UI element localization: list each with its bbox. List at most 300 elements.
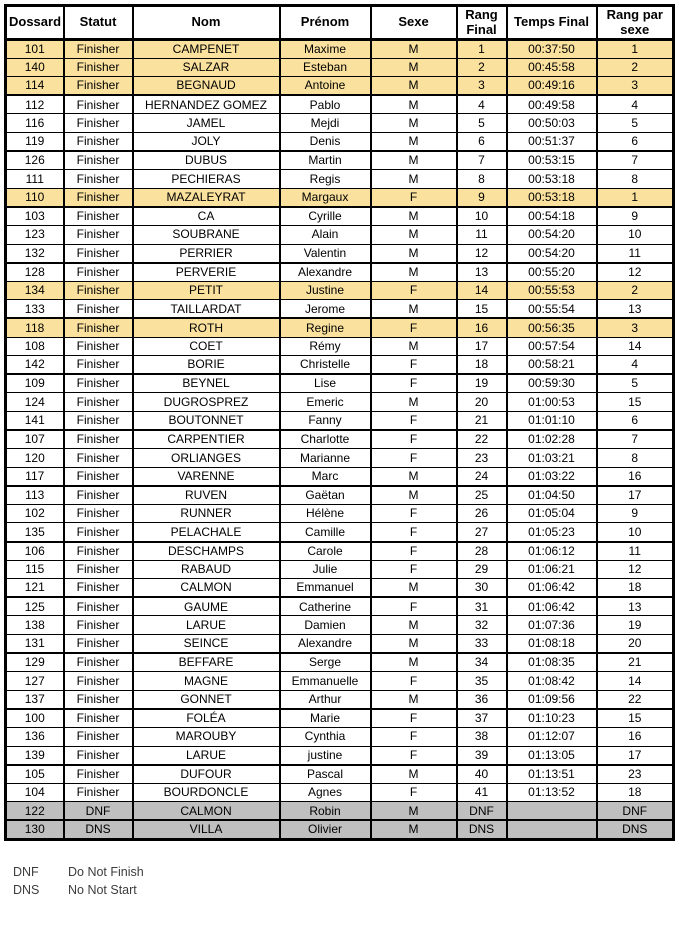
cell-temps_final: 01:08:35	[507, 653, 597, 672]
cell-temps_final: 01:12:07	[507, 727, 597, 746]
cell-prenom: Justine	[280, 281, 371, 300]
cell-dossard: 123	[6, 225, 64, 244]
cell-prenom: Mejdi	[280, 114, 371, 133]
cell-sexe: F	[371, 542, 457, 561]
cell-sexe: M	[371, 393, 457, 412]
cell-statut: Finisher	[64, 467, 133, 486]
column-header-prenom: Prénom	[280, 6, 371, 40]
cell-dossard: 116	[6, 114, 64, 133]
table-row	[6, 430, 674, 449]
cell-rang_par_sexe: 8	[597, 170, 674, 189]
cell-statut: Finisher	[64, 300, 133, 319]
cell-prenom: Pablo	[280, 95, 371, 114]
cell-rang_par_sexe: 1	[597, 188, 674, 207]
cell-rang_final: 40	[457, 765, 507, 784]
table-row	[6, 151, 674, 170]
cell-rang_par_sexe: 6	[597, 132, 674, 151]
results-table	[4, 4, 675, 841]
cell-rang_par_sexe: 14	[597, 337, 674, 356]
cell-temps_final: 00:53:15	[507, 151, 597, 170]
table-row	[6, 542, 674, 561]
cell-temps_final: 00:53:18	[507, 170, 597, 189]
cell-dossard: 132	[6, 244, 64, 263]
cell-statut: Finisher	[64, 542, 133, 561]
cell-dossard: 114	[6, 77, 64, 96]
header-row	[6, 6, 674, 40]
cell-rang_par_sexe: 10	[597, 225, 674, 244]
table-row	[6, 132, 674, 151]
column-header-sexe: Sexe	[371, 6, 457, 40]
cell-prenom: Marc	[280, 467, 371, 486]
column-header-statut: Statut	[64, 6, 133, 40]
table-row	[6, 783, 674, 802]
cell-rang_par_sexe: 9	[597, 207, 674, 226]
cell-dossard: 141	[6, 411, 64, 430]
legend-code: DNF	[13, 864, 39, 879]
cell-rang_final: 38	[457, 727, 507, 746]
cell-rang_par_sexe: 22	[597, 690, 674, 709]
cell-nom: ORLIANGES	[133, 449, 280, 468]
cell-sexe: F	[371, 356, 457, 375]
cell-rang_par_sexe: 6	[597, 411, 674, 430]
cell-statut: Finisher	[64, 77, 133, 96]
cell-statut: Finisher	[64, 765, 133, 784]
cell-sexe: M	[371, 132, 457, 151]
cell-rang_par_sexe: 16	[597, 467, 674, 486]
cell-rang_par_sexe: 12	[597, 560, 674, 579]
cell-sexe: M	[371, 579, 457, 598]
cell-dossard: 136	[6, 727, 64, 746]
cell-nom: VILLA	[133, 820, 280, 839]
cell-dossard: 113	[6, 486, 64, 505]
cell-statut: Finisher	[64, 58, 133, 77]
cell-sexe: F	[371, 318, 457, 337]
cell-statut: Finisher	[64, 95, 133, 114]
cell-prenom: Pascal	[280, 765, 371, 784]
cell-nom: PERVERIE	[133, 263, 280, 282]
cell-rang_final: 15	[457, 300, 507, 319]
cell-nom: COET	[133, 337, 280, 356]
cell-statut: Finisher	[64, 281, 133, 300]
cell-dossard: 119	[6, 132, 64, 151]
cell-nom: MAZALEYRAT	[133, 188, 280, 207]
cell-rang_final: 6	[457, 132, 507, 151]
table-row	[6, 504, 674, 523]
cell-dossard: 130	[6, 820, 64, 839]
cell-rang_par_sexe: 15	[597, 709, 674, 728]
cell-statut: Finisher	[64, 207, 133, 226]
cell-temps_final: 00:57:54	[507, 337, 597, 356]
cell-sexe: F	[371, 727, 457, 746]
cell-rang_final: 37	[457, 709, 507, 728]
cell-sexe: M	[371, 58, 457, 77]
column-header-dossard: Dossard	[6, 6, 64, 40]
table-row	[6, 467, 674, 486]
cell-temps_final	[507, 820, 597, 839]
cell-rang_final: DNF	[457, 802, 507, 821]
cell-prenom: Rémy	[280, 337, 371, 356]
cell-sexe: M	[371, 77, 457, 96]
cell-rang_par_sexe: 1	[597, 40, 674, 59]
cell-temps_final: 01:13:51	[507, 765, 597, 784]
cell-temps_final: 00:49:16	[507, 77, 597, 96]
cell-sexe: M	[371, 263, 457, 282]
cell-rang_par_sexe: 18	[597, 783, 674, 802]
cell-dossard: 131	[6, 635, 64, 654]
cell-rang_par_sexe: 3	[597, 318, 674, 337]
cell-statut: Finisher	[64, 263, 133, 282]
results-table-body	[6, 40, 674, 840]
table-row	[6, 114, 674, 133]
cell-temps_final: 00:58:21	[507, 356, 597, 375]
cell-statut: Finisher	[64, 430, 133, 449]
table-row	[6, 356, 674, 375]
cell-rang_final: 26	[457, 504, 507, 523]
cell-dossard: 129	[6, 653, 64, 672]
cell-temps_final	[507, 802, 597, 821]
cell-sexe: F	[371, 430, 457, 449]
table-row	[6, 77, 674, 96]
cell-dossard: 135	[6, 523, 64, 542]
cell-sexe: M	[371, 170, 457, 189]
cell-prenom: Serge	[280, 653, 371, 672]
cell-dossard: 124	[6, 393, 64, 412]
cell-rang_final: 31	[457, 597, 507, 616]
cell-nom: CA	[133, 207, 280, 226]
cell-temps_final: 01:06:21	[507, 560, 597, 579]
cell-sexe: M	[371, 486, 457, 505]
table-row	[6, 281, 674, 300]
cell-sexe: M	[371, 653, 457, 672]
cell-prenom: Denis	[280, 132, 371, 151]
cell-rang_final: 12	[457, 244, 507, 263]
table-row	[6, 653, 674, 672]
cell-rang_final: 9	[457, 188, 507, 207]
cell-statut: Finisher	[64, 170, 133, 189]
cell-prenom: Alexandre	[280, 635, 371, 654]
cell-prenom: Esteban	[280, 58, 371, 77]
table-row	[6, 225, 674, 244]
cell-prenom: Julie	[280, 560, 371, 579]
cell-dossard: 134	[6, 281, 64, 300]
cell-rang_par_sexe: 14	[597, 672, 674, 691]
cell-rang_final: 7	[457, 151, 507, 170]
cell-rang_par_sexe: 2	[597, 58, 674, 77]
cell-temps_final: 00:55:20	[507, 263, 597, 282]
cell-sexe: F	[371, 523, 457, 542]
cell-nom: RABAUD	[133, 560, 280, 579]
cell-sexe: M	[371, 802, 457, 821]
cell-statut: Finisher	[64, 597, 133, 616]
cell-dossard: 105	[6, 765, 64, 784]
cell-prenom: Regis	[280, 170, 371, 189]
cell-rang_final: 35	[457, 672, 507, 691]
cell-prenom: Emmanuel	[280, 579, 371, 598]
cell-prenom: Valentin	[280, 244, 371, 263]
cell-temps_final: 00:59:30	[507, 374, 597, 393]
cell-dossard: 101	[6, 40, 64, 59]
cell-rang_par_sexe: 10	[597, 523, 674, 542]
cell-dossard: 115	[6, 560, 64, 579]
cell-temps_final: 00:51:37	[507, 132, 597, 151]
cell-nom: PERRIER	[133, 244, 280, 263]
cell-sexe: F	[371, 560, 457, 579]
cell-rang_final: 30	[457, 579, 507, 598]
cell-statut: Finisher	[64, 635, 133, 654]
cell-rang_final: 24	[457, 467, 507, 486]
cell-rang_final: 32	[457, 616, 507, 635]
cell-nom: DESCHAMPS	[133, 542, 280, 561]
cell-sexe: M	[371, 820, 457, 839]
cell-prenom: Emmanuelle	[280, 672, 371, 691]
cell-rang_par_sexe: 5	[597, 114, 674, 133]
cell-statut: Finisher	[64, 244, 133, 263]
table-row	[6, 337, 674, 356]
cell-rang_final: 34	[457, 653, 507, 672]
cell-rang_final: 22	[457, 430, 507, 449]
table-row	[6, 170, 674, 189]
cell-dossard: 103	[6, 207, 64, 226]
cell-sexe: M	[371, 114, 457, 133]
cell-statut: Finisher	[64, 225, 133, 244]
table-row	[6, 263, 674, 282]
cell-temps_final: 01:02:28	[507, 430, 597, 449]
cell-temps_final: 00:55:54	[507, 300, 597, 319]
cell-rang_final: 11	[457, 225, 507, 244]
cell-rang_par_sexe: 7	[597, 151, 674, 170]
cell-rang_par_sexe: 16	[597, 727, 674, 746]
cell-rang_par_sexe: 4	[597, 356, 674, 375]
table-row	[6, 374, 674, 393]
table-row	[6, 560, 674, 579]
cell-sexe: F	[371, 746, 457, 765]
cell-rang_final: 33	[457, 635, 507, 654]
cell-dossard: 111	[6, 170, 64, 189]
cell-rang_final: 41	[457, 783, 507, 802]
cell-sexe: M	[371, 337, 457, 356]
cell-statut: Finisher	[64, 523, 133, 542]
cell-dossard: 137	[6, 690, 64, 709]
cell-nom: TAILLARDAT	[133, 300, 280, 319]
cell-nom: CAMPENET	[133, 40, 280, 59]
legend	[13, 863, 676, 899]
cell-temps_final: 01:04:50	[507, 486, 597, 505]
cell-prenom: Charlotte	[280, 430, 371, 449]
cell-temps_final: 00:45:58	[507, 58, 597, 77]
cell-statut: Finisher	[64, 40, 133, 59]
cell-prenom: Martin	[280, 151, 371, 170]
cell-rang_par_sexe: 18	[597, 579, 674, 598]
table-row	[6, 58, 674, 77]
cell-prenom: Gaëtan	[280, 486, 371, 505]
cell-rang_final: 2	[457, 58, 507, 77]
cell-nom: DUFOUR	[133, 765, 280, 784]
cell-nom: CARPENTIER	[133, 430, 280, 449]
cell-statut: Finisher	[64, 690, 133, 709]
cell-temps_final: 00:55:53	[507, 281, 597, 300]
cell-rang_final: 25	[457, 486, 507, 505]
cell-prenom: Jerome	[280, 300, 371, 319]
cell-statut: Finisher	[64, 337, 133, 356]
cell-statut: Finisher	[64, 579, 133, 598]
cell-rang_final: 10	[457, 207, 507, 226]
cell-temps_final: 01:00:53	[507, 393, 597, 412]
cell-prenom: Catherine	[280, 597, 371, 616]
cell-prenom: Olivier	[280, 820, 371, 839]
cell-sexe: F	[371, 783, 457, 802]
cell-temps_final: 00:53:18	[507, 188, 597, 207]
cell-sexe: F	[371, 374, 457, 393]
cell-statut: Finisher	[64, 393, 133, 412]
cell-temps_final: 00:54:20	[507, 225, 597, 244]
cell-prenom: Arthur	[280, 690, 371, 709]
cell-dossard: 133	[6, 300, 64, 319]
cell-rang_final: 36	[457, 690, 507, 709]
cell-sexe: M	[371, 95, 457, 114]
cell-prenom: Alexandre	[280, 263, 371, 282]
cell-temps_final: 01:05:23	[507, 523, 597, 542]
cell-dossard: 104	[6, 783, 64, 802]
cell-sexe: M	[371, 244, 457, 263]
cell-prenom: Lise	[280, 374, 371, 393]
cell-rang_final: 1	[457, 40, 507, 59]
cell-prenom: Carole	[280, 542, 371, 561]
table-row	[6, 616, 674, 635]
cell-nom: SALZAR	[133, 58, 280, 77]
cell-sexe: F	[371, 449, 457, 468]
cell-nom: PELACHALE	[133, 523, 280, 542]
cell-nom: FOLÉA	[133, 709, 280, 728]
cell-rang_par_sexe: 13	[597, 300, 674, 319]
cell-statut: Finisher	[64, 188, 133, 207]
cell-statut: Finisher	[64, 151, 133, 170]
cell-temps_final: 01:06:12	[507, 542, 597, 561]
cell-rang_par_sexe: 20	[597, 635, 674, 654]
column-header-rang_par_sexe: Rang par sexe	[597, 6, 674, 40]
cell-nom: BOUTONNET	[133, 411, 280, 430]
cell-rang_final: 23	[457, 449, 507, 468]
table-row	[6, 765, 674, 784]
cell-nom: CALMON	[133, 802, 280, 821]
cell-prenom: Hélène	[280, 504, 371, 523]
cell-dossard: 122	[6, 802, 64, 821]
table-row	[6, 95, 674, 114]
cell-sexe: F	[371, 188, 457, 207]
cell-temps_final: 01:07:36	[507, 616, 597, 635]
cell-sexe: F	[371, 411, 457, 430]
cell-dossard: 120	[6, 449, 64, 468]
cell-nom: VARENNE	[133, 467, 280, 486]
cell-rang_par_sexe: 3	[597, 77, 674, 96]
cell-statut: Finisher	[64, 318, 133, 337]
cell-sexe: F	[371, 709, 457, 728]
cell-prenom: Robin	[280, 802, 371, 821]
cell-temps_final: 01:08:18	[507, 635, 597, 654]
table-row	[6, 486, 674, 505]
cell-temps_final: 00:50:03	[507, 114, 597, 133]
cell-nom: BEYNEL	[133, 374, 280, 393]
cell-statut: Finisher	[64, 504, 133, 523]
cell-dossard: 106	[6, 542, 64, 561]
cell-statut: Finisher	[64, 672, 133, 691]
cell-prenom: Margaux	[280, 188, 371, 207]
legend-row	[13, 881, 676, 899]
cell-dossard: 110	[6, 188, 64, 207]
cell-prenom: Maxime	[280, 40, 371, 59]
cell-rang_par_sexe: 13	[597, 597, 674, 616]
cell-statut: DNS	[64, 820, 133, 839]
cell-rang_par_sexe: 11	[597, 542, 674, 561]
cell-sexe: M	[371, 225, 457, 244]
cell-rang_final: 21	[457, 411, 507, 430]
cell-temps_final: 01:10:23	[507, 709, 597, 728]
cell-rang_final: 3	[457, 77, 507, 96]
cell-dossard: 125	[6, 597, 64, 616]
table-row	[6, 300, 674, 319]
cell-prenom: justine	[280, 746, 371, 765]
cell-dossard: 127	[6, 672, 64, 691]
cell-nom: RUVEN	[133, 486, 280, 505]
cell-prenom: Christelle	[280, 356, 371, 375]
legend-label: Do Not Finish	[68, 864, 144, 879]
cell-rang_final: 8	[457, 170, 507, 189]
cell-rang_par_sexe: 8	[597, 449, 674, 468]
cell-statut: Finisher	[64, 449, 133, 468]
cell-nom: MAROUBY	[133, 727, 280, 746]
cell-rang_par_sexe: 11	[597, 244, 674, 263]
table-row	[6, 820, 674, 839]
cell-statut: Finisher	[64, 783, 133, 802]
cell-temps_final: 01:06:42	[507, 579, 597, 598]
cell-dossard: 112	[6, 95, 64, 114]
cell-dossard: 140	[6, 58, 64, 77]
cell-sexe: M	[371, 635, 457, 654]
table-row	[6, 188, 674, 207]
table-row	[6, 802, 674, 821]
cell-statut: Finisher	[64, 727, 133, 746]
column-header-rang_final: Rang Final	[457, 6, 507, 40]
cell-dossard: 108	[6, 337, 64, 356]
cell-statut: Finisher	[64, 114, 133, 133]
cell-sexe: M	[371, 467, 457, 486]
cell-dossard: 138	[6, 616, 64, 635]
cell-nom: PECHIERAS	[133, 170, 280, 189]
cell-nom: SOUBRANE	[133, 225, 280, 244]
cell-statut: DNF	[64, 802, 133, 821]
cell-rang_par_sexe: 5	[597, 374, 674, 393]
table-row	[6, 523, 674, 542]
cell-dossard: 102	[6, 504, 64, 523]
cell-prenom: Emeric	[280, 393, 371, 412]
cell-statut: Finisher	[64, 709, 133, 728]
table-row	[6, 690, 674, 709]
cell-rang_final: 5	[457, 114, 507, 133]
table-row	[6, 318, 674, 337]
cell-dossard: 128	[6, 263, 64, 282]
cell-rang_final: 14	[457, 281, 507, 300]
cell-rang_par_sexe: 4	[597, 95, 674, 114]
cell-rang_par_sexe: 17	[597, 746, 674, 765]
cell-rang_par_sexe: 17	[597, 486, 674, 505]
cell-nom: RUNNER	[133, 504, 280, 523]
cell-prenom: Cyrille	[280, 207, 371, 226]
cell-temps_final: 00:54:18	[507, 207, 597, 226]
table-row	[6, 746, 674, 765]
cell-nom: DUGROSPREZ	[133, 393, 280, 412]
cell-nom: BEGNAUD	[133, 77, 280, 96]
cell-nom: ROTH	[133, 318, 280, 337]
cell-prenom: Regine	[280, 318, 371, 337]
